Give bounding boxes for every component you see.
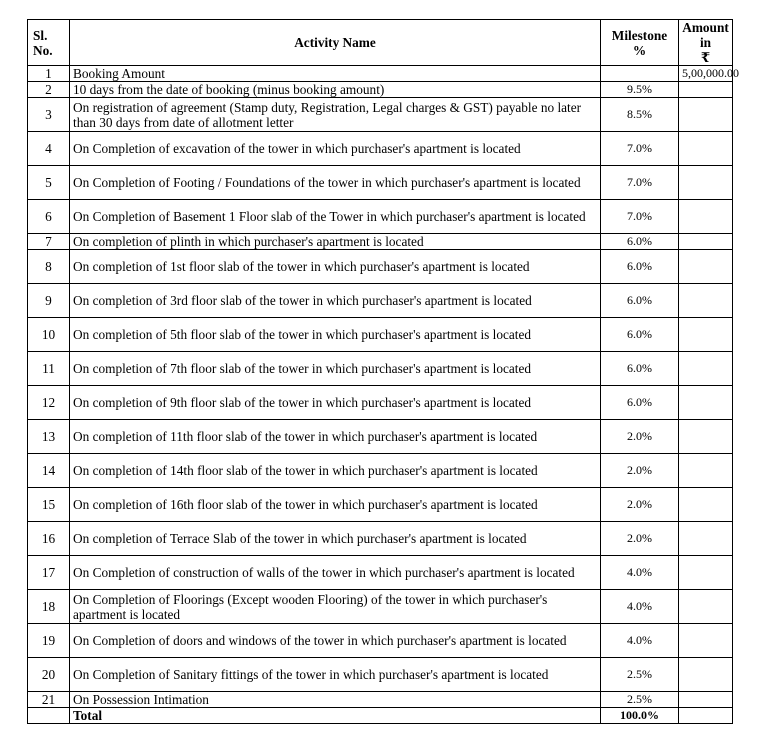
table-row	[28, 318, 733, 352]
table-row	[28, 454, 733, 488]
row-sl-no: 1	[28, 66, 70, 82]
row-activity-name: On completion of 1st floor slab of the tower in which purchaser's apartment is located	[70, 250, 601, 284]
row-sl-no: 10	[28, 318, 70, 352]
row-sl-no: 7	[28, 234, 70, 250]
row-milestone: 6.0%	[601, 352, 679, 386]
table-row	[28, 132, 733, 166]
row-amount	[679, 522, 733, 556]
row-sl-no: 17	[28, 556, 70, 590]
row-milestone: 6.0%	[601, 318, 679, 352]
row-milestone: 9.5%	[601, 82, 679, 98]
row-milestone: 4.0%	[601, 590, 679, 624]
table-row	[28, 234, 733, 250]
table-row	[28, 488, 733, 522]
row-sl-no: 16	[28, 522, 70, 556]
header-row	[28, 20, 733, 66]
table-row	[28, 98, 733, 132]
row-sl-no: 18	[28, 590, 70, 624]
total-milestone: 100.0%	[601, 708, 679, 724]
row-sl-no: 9	[28, 284, 70, 318]
row-activity-name: On completion of 5th floor slab of the tower in which purchaser's apartment is located	[70, 318, 601, 352]
row-sl-no: 21	[28, 692, 70, 708]
row-milestone: 8.5%	[601, 98, 679, 132]
row-activity-name: 10 days from the date of booking (minus booking amount)	[70, 82, 601, 98]
row-activity-name: On completion of plinth in which purchaser's apartment is located	[70, 234, 601, 250]
row-milestone: 2.5%	[601, 658, 679, 692]
row-milestone: 7.0%	[601, 200, 679, 234]
row-milestone: 2.0%	[601, 522, 679, 556]
row-amount	[679, 318, 733, 352]
table-row	[28, 420, 733, 454]
total-amount	[679, 708, 733, 724]
row-activity-name: On registration of agreement (Stamp duty, Registration, Legal charges & GST) payable no later than 30 days from date of allotment letter	[70, 98, 601, 132]
row-milestone	[601, 66, 679, 82]
table-row	[28, 250, 733, 284]
row-milestone: 2.0%	[601, 420, 679, 454]
row-amount	[679, 98, 733, 132]
row-activity-name: On Completion of excavation of the tower in which purchaser's apartment is located	[70, 132, 601, 166]
row-activity-name: On Completion of Footing / Foundations of the tower in which purchaser's apartment is located	[70, 166, 601, 200]
table-row	[28, 692, 733, 708]
table-row	[28, 284, 733, 318]
row-sl-no: 13	[28, 420, 70, 454]
header-sl-no: Sl. No.	[28, 20, 70, 66]
row-milestone: 2.0%	[601, 488, 679, 522]
row-milestone: 4.0%	[601, 556, 679, 590]
row-amount	[679, 556, 733, 590]
row-amount	[679, 658, 733, 692]
total-row	[28, 708, 733, 724]
row-activity-name: On completion of 14th floor slab of the tower in which purchaser's apartment is located	[70, 454, 601, 488]
row-amount	[679, 284, 733, 318]
row-amount	[679, 132, 733, 166]
table-row	[28, 624, 733, 658]
row-amount	[679, 200, 733, 234]
row-amount	[679, 352, 733, 386]
row-sl-no: 19	[28, 624, 70, 658]
table-row	[28, 386, 733, 420]
row-milestone: 6.0%	[601, 234, 679, 250]
row-activity-name: On Completion of doors and windows of the tower in which purchaser's apartment is located	[70, 624, 601, 658]
row-sl-no: 4	[28, 132, 70, 166]
row-activity-name: On Completion of construction of walls of the tower in which purchaser's apartment is located	[70, 556, 601, 590]
row-sl-no: 12	[28, 386, 70, 420]
row-activity-name: On completion of 16th floor slab of the tower in which purchaser's apartment is located	[70, 488, 601, 522]
table-row	[28, 200, 733, 234]
row-activity-name: On Completion of Basement 1 Floor slab of the Tower in which purchaser's apartment is located	[70, 200, 601, 234]
row-amount	[679, 82, 733, 98]
row-amount	[679, 234, 733, 250]
row-activity-name: On completion of 11th floor slab of the tower in which purchaser's apartment is located	[70, 420, 601, 454]
row-amount	[679, 386, 733, 420]
row-milestone: 6.0%	[601, 250, 679, 284]
row-amount	[679, 488, 733, 522]
row-milestone: 7.0%	[601, 166, 679, 200]
row-sl-no: 8	[28, 250, 70, 284]
table-row	[28, 658, 733, 692]
header-milestone: Milestone %	[601, 20, 679, 66]
row-activity-name: Booking Amount	[70, 66, 601, 82]
total-sl-cell	[28, 708, 70, 724]
row-amount	[679, 624, 733, 658]
row-activity-name: On Completion of Floorings (Except wooden Flooring) of the tower in which purchaser's apartment is located	[70, 590, 601, 624]
row-amount	[679, 166, 733, 200]
row-amount	[679, 250, 733, 284]
row-activity-name: On completion of Terrace Slab of the tower in which purchaser's apartment is located	[70, 522, 601, 556]
row-amount	[679, 590, 733, 624]
row-sl-no: 14	[28, 454, 70, 488]
row-amount	[679, 420, 733, 454]
row-sl-no: 20	[28, 658, 70, 692]
row-sl-no: 5	[28, 166, 70, 200]
row-milestone: 7.0%	[601, 132, 679, 166]
row-sl-no: 15	[28, 488, 70, 522]
table-row	[28, 352, 733, 386]
row-amount: 5,00,000.00	[679, 66, 733, 82]
row-sl-no: 3	[28, 98, 70, 132]
table-row	[28, 590, 733, 624]
total-label: Total	[70, 708, 601, 724]
row-activity-name: On completion of 3rd floor slab of the tower in which purchaser's apartment is located	[70, 284, 601, 318]
row-sl-no: 2	[28, 82, 70, 98]
row-milestone: 2.5%	[601, 692, 679, 708]
row-milestone: 4.0%	[601, 624, 679, 658]
row-amount	[679, 692, 733, 708]
header-amount: Amount in ₹	[679, 20, 733, 66]
table-row	[28, 556, 733, 590]
row-activity-name: On completion of 9th floor slab of the tower in which purchaser's apartment is located	[70, 386, 601, 420]
row-activity-name: On Completion of Sanitary fittings of the tower in which purchaser's apartment is located	[70, 658, 601, 692]
table-row	[28, 66, 733, 82]
row-sl-no: 6	[28, 200, 70, 234]
header-activity-name: Activity Name	[70, 20, 601, 66]
table-row	[28, 522, 733, 556]
row-activity-name: On completion of 7th floor slab of the tower in which purchaser's apartment is located	[70, 352, 601, 386]
row-activity-name: On Possession Intimation	[70, 692, 601, 708]
row-sl-no: 11	[28, 352, 70, 386]
row-milestone: 6.0%	[601, 284, 679, 318]
payment-schedule-table	[27, 19, 739, 724]
row-milestone: 6.0%	[601, 386, 679, 420]
row-milestone: 2.0%	[601, 454, 679, 488]
table-row	[28, 166, 733, 200]
row-amount	[679, 454, 733, 488]
table-row	[28, 82, 733, 98]
